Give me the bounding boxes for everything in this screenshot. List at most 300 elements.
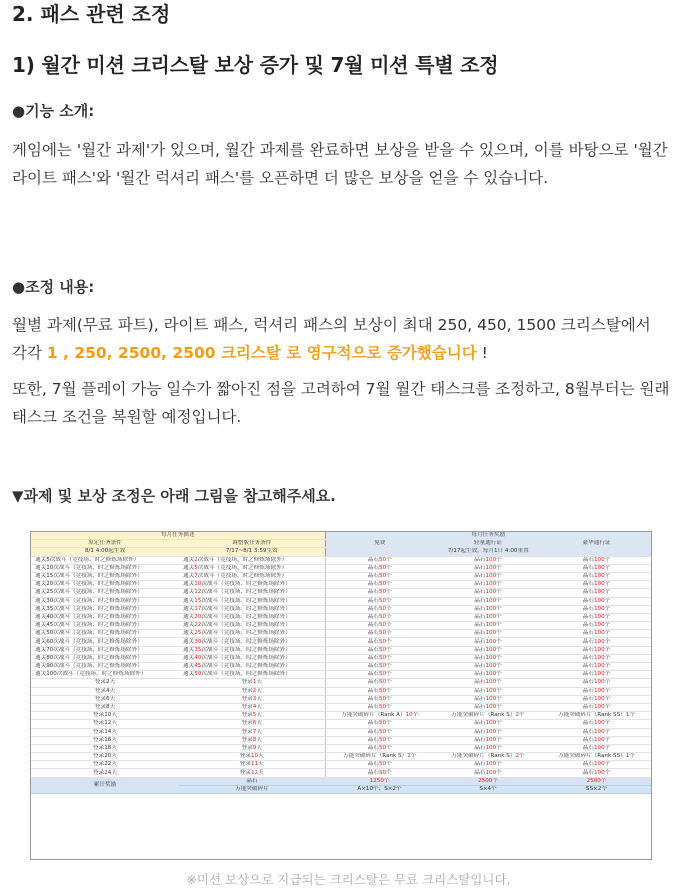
luxury-unit: 个 (604, 761, 611, 768)
cell-light (434, 671, 542, 679)
light-item: 晶石 (474, 622, 486, 629)
cell-free (325, 597, 434, 605)
luxury-item: 万能突破碎片（Rank SS） (558, 753, 626, 760)
adjusted-number: 5 (252, 712, 257, 719)
light-item: 晶石 (474, 573, 486, 580)
cell-luxury (542, 753, 651, 761)
table-row (31, 564, 651, 572)
cell-adjusted (179, 597, 325, 605)
luxury-unit: 个 (604, 622, 611, 629)
table-row (31, 572, 651, 580)
free-amount: 50 (379, 744, 387, 751)
luxury-item: 晶石 (582, 605, 594, 612)
adjusted-suffix: 次战斗（竞技场、时之修炼场除外） (197, 556, 288, 563)
free-amount: 10 (405, 712, 413, 719)
cell-light (434, 597, 542, 605)
cell-luxury (542, 556, 651, 564)
free-item: 晶石 (367, 769, 379, 776)
luxury-unit: 个 (604, 687, 611, 694)
table-row (31, 630, 651, 638)
cell-adjusted (179, 679, 325, 687)
light-amount: 100 (485, 671, 497, 678)
luxury-item: 晶石 (582, 589, 594, 596)
luxury-unit: 个 (604, 638, 611, 645)
free-amount: 50 (379, 630, 387, 637)
luxury-amount: 100 (593, 556, 605, 563)
luxury-amount: 100 (593, 573, 605, 580)
free-amount: 50 (379, 728, 387, 735)
luxury-item: 晶石 (582, 728, 594, 735)
adjusted-number: 17 (194, 605, 202, 612)
cell-light (434, 646, 542, 654)
total-free-crystal: 1250个 (325, 777, 434, 785)
free-amount: 50 (379, 613, 387, 620)
light-unit: 个 (496, 646, 502, 653)
light-unit: 个 (496, 663, 502, 670)
light-unit: 个 (496, 564, 502, 571)
cell-original: 通关70次战斗（竞技场、时之修炼场除外） (31, 646, 179, 654)
luxury-unit: 个 (604, 581, 611, 588)
adjusted-number: 12 (250, 769, 259, 776)
luxury-amount: 100 (593, 704, 605, 711)
free-unit: 个 (386, 573, 392, 580)
light-amount: 100 (485, 646, 497, 653)
col-luxury: 豪华通行证 (542, 540, 651, 548)
cell-adjusted (179, 654, 325, 662)
table-row (31, 703, 651, 711)
luxury-item: 晶石 (582, 613, 594, 620)
free-unit: 个 (386, 605, 392, 612)
adjusted-number: 15 (194, 597, 202, 604)
adjusted-number: 5 (194, 564, 198, 571)
luxury-unit: 个 (604, 613, 611, 620)
cell-light (434, 753, 542, 761)
light-amount: 2 (515, 753, 520, 760)
table-row (31, 638, 651, 646)
cell-adjusted (179, 663, 325, 671)
reward-table (31, 532, 651, 794)
luxury-unit: 个 (629, 712, 635, 719)
light-item: 晶石 (474, 679, 486, 686)
adjusted-suffix: 次战斗（竞技场、时之修炼场除外） (201, 630, 291, 637)
cell-luxury (542, 572, 651, 580)
free-unit: 个 (386, 728, 392, 735)
luxury-item: 晶石 (582, 704, 594, 711)
cell-adjusted (179, 556, 325, 564)
free-amount: 50 (379, 695, 387, 702)
free-unit: 个 (412, 712, 419, 719)
free-unit: 个 (386, 564, 392, 571)
free-item: 晶石 (367, 589, 379, 596)
cell-free (325, 630, 434, 638)
table-row (31, 753, 651, 761)
luxury-item: 晶石 (582, 744, 594, 751)
free-unit: 个 (386, 589, 392, 596)
luxury-unit: 个 (604, 597, 611, 604)
luxury-amount: 100 (593, 687, 605, 694)
cell-luxury (542, 581, 651, 589)
cell-light (434, 761, 542, 769)
cell-original: 通关5次战斗（竞技场、时之修炼场除外） (31, 556, 179, 564)
cell-original: 登录6天 (31, 695, 179, 703)
adjusted-number: 8 (252, 736, 257, 743)
luxury-item: 晶石 (582, 581, 594, 588)
light-unit: 个 (496, 597, 502, 604)
cell-free (325, 720, 434, 728)
free-unit: 个 (386, 671, 392, 678)
adjusted-suffix: 天 (256, 712, 262, 719)
luxury-amount: 100 (593, 605, 605, 612)
cell-free (325, 622, 434, 630)
cell-original: 通关80次战斗（竞技场、时之修炼场除外） (31, 654, 179, 662)
cell-original: 通关30次战斗（竞技场、时之修炼场除外） (31, 597, 179, 605)
luxury-item: 晶石 (582, 679, 594, 686)
cell-light (434, 744, 542, 752)
light-amount: 100 (485, 630, 497, 637)
total-luxury-shard: SS×2个 (542, 785, 651, 793)
cell-luxury (542, 622, 651, 630)
adjusted-number: 50 (194, 671, 202, 678)
light-unit: 个 (496, 630, 502, 637)
table-row (31, 589, 651, 597)
cell-free (325, 564, 434, 572)
cell-luxury (542, 679, 651, 687)
adjusted-prefix: 通关 (183, 613, 195, 620)
adjusted-prefix: 登录 (241, 704, 253, 711)
table-row (31, 671, 651, 679)
free-item: 晶石 (367, 654, 379, 661)
luxury-unit: 个 (604, 744, 611, 751)
cell-adjusted (179, 630, 325, 638)
free-amount: 50 (379, 646, 387, 653)
sub-heading: 1) 월간 미션 크리스탈 보상 증가 및 7월 미션 특별 조정 (12, 53, 499, 77)
luxury-item: 晶石 (582, 556, 594, 563)
free-item: 晶石 (367, 605, 379, 612)
light-amount: 100 (485, 720, 497, 727)
light-unit: 个 (496, 720, 502, 727)
cell-adjusted (179, 613, 325, 621)
adjusted-prefix: 通关 (183, 630, 195, 637)
light-item: 晶石 (474, 589, 486, 596)
total-light-shard: S×4个 (434, 785, 542, 793)
light-item: 晶石 (474, 671, 486, 678)
cell-luxury (542, 605, 651, 613)
luxury-amount: 100 (593, 695, 605, 702)
adjusted-suffix: 天 (258, 761, 264, 768)
adjusted-number: 22 (194, 622, 202, 629)
luxury-amount: 100 (593, 613, 605, 620)
free-item: 晶石 (367, 720, 379, 727)
luxury-item: 晶石 (582, 646, 594, 653)
cell-luxury (542, 728, 651, 736)
cell-original: 登录10天 (31, 712, 179, 720)
adjusted-number: 7 (252, 728, 257, 735)
free-amount: 50 (379, 736, 387, 743)
light-amount: 2 (515, 712, 520, 719)
table-row (31, 736, 651, 744)
light-item: 晶石 (474, 687, 486, 694)
luxury-unit: 个 (604, 646, 611, 653)
total-shard-label: 万能突破碎片 (179, 785, 325, 793)
cell-luxury (542, 564, 651, 572)
adjusted-number: 11 (250, 761, 259, 768)
adjusted-number: 6 (252, 720, 257, 727)
cell-luxury (542, 654, 651, 662)
luxury-amount: 100 (593, 564, 605, 571)
free-unit: 个 (386, 613, 392, 620)
cell-original: 登录14天 (31, 728, 179, 736)
table-note: ▼과제 및 보상 조정은 아래 그림을 참고해주세요. (12, 487, 336, 505)
total-crystal-label: 晶石 (179, 777, 325, 785)
cell-light (434, 622, 542, 630)
free-unit: 个 (386, 622, 392, 629)
adjusted-prefix: 登录 (239, 769, 251, 776)
free-item: 晶石 (367, 736, 379, 743)
total-free-shard: A×10个、S×2个 (325, 785, 434, 793)
feature-text: 게임에는 '월간 과제'가 있으며, 월간 과제를 완료하면 보상을 받을 수 있으며, 이를 바탕으로 '월간 라이트 패스'와 '월간 럭셔리 패스'를 오픈하면 더 많은 보상을 얻을 수 있습니다. (12, 141, 668, 187)
table-row (31, 769, 651, 777)
free-unit: 个 (386, 646, 392, 653)
adjusted-suffix: 次战斗（竞技场、时之修炼场除外） (201, 597, 291, 604)
adjusted-prefix: 通关 (183, 564, 195, 571)
cell-free (325, 744, 434, 752)
adjusted-prefix: 通关 (183, 573, 195, 580)
cell-luxury (542, 703, 651, 711)
free-amount: 50 (379, 589, 387, 596)
light-item: 晶石 (474, 597, 486, 604)
luxury-amount: 100 (593, 736, 605, 743)
light-item: 晶石 (474, 581, 486, 588)
free-amount: 50 (379, 679, 387, 686)
luxury-unit: 个 (604, 589, 611, 596)
luxury-unit: 个 (604, 564, 611, 571)
free-item: 晶石 (367, 630, 379, 637)
adjusted-number: 4 (252, 704, 257, 711)
cell-free (325, 605, 434, 613)
cell-free (325, 736, 434, 744)
light-unit: 个 (496, 769, 502, 776)
table-row (31, 556, 651, 564)
adjusted-prefix: 通关 (183, 671, 195, 678)
adjusted-suffix: 次战斗（竞技场、时之修炼场除外） (201, 671, 291, 678)
adjusted-number: 9 (252, 744, 257, 751)
light-unit: 个 (496, 728, 502, 735)
light-amount: 100 (485, 744, 497, 751)
adjusted-suffix: 次战斗（竞技场、时之修炼场除外） (201, 581, 291, 588)
light-item: 晶石 (474, 556, 486, 563)
adjusted-prefix: 通关 (183, 597, 195, 604)
cell-adjusted (179, 581, 325, 589)
cell-light (434, 556, 542, 564)
total-label: 累计奖励 (31, 777, 179, 793)
free-amount: 50 (379, 597, 387, 604)
cell-original: 登录12天 (31, 720, 179, 728)
cell-free (325, 671, 434, 679)
light-unit: 个 (496, 556, 502, 563)
light-amount: 100 (485, 589, 497, 596)
adjusted-number: 7 (194, 573, 198, 580)
cell-adjusted (179, 703, 325, 711)
luxury-unit: 个 (604, 671, 611, 678)
light-unit: 个 (496, 581, 502, 588)
free-item: 晶石 (367, 663, 379, 670)
luxury-amount: 100 (593, 622, 605, 629)
luxury-amount: 100 (593, 744, 605, 751)
section-heading: 2. 패스 관련 조정 (12, 2, 171, 26)
cell-luxury (542, 761, 651, 769)
free-item: 万能突破碎片（Rank S） (343, 753, 408, 760)
free-item: 晶石 (367, 679, 379, 686)
cell-luxury (542, 638, 651, 646)
cell-luxury (542, 736, 651, 744)
cell-luxury (542, 744, 651, 752)
cell-original: 登录8天 (31, 703, 179, 711)
cell-original: 通关45次战斗（竞技场、时之修炼场除外） (31, 622, 179, 630)
reward-table-image (30, 531, 652, 860)
luxury-unit: 个 (629, 753, 635, 760)
free-item: 晶石 (367, 728, 379, 735)
luxury-unit: 个 (604, 720, 611, 727)
free-item: 晶石 (367, 638, 379, 645)
date-adjusted: 7/17~8/1 3:59生效 (179, 548, 325, 556)
luxury-item: 晶石 (582, 597, 594, 604)
adjusted-suffix: 天 (256, 687, 262, 694)
adjusted-number: 35 (194, 646, 202, 653)
adjusted-suffix: 次战斗（竞技场、时之修炼场除外） (201, 654, 291, 661)
cell-light (434, 564, 542, 572)
adjusted-prefix: 登录 (241, 728, 253, 735)
adjusted-number: 30 (194, 638, 202, 645)
luxury-item: 晶石 (582, 769, 594, 776)
luxury-amount: 100 (593, 663, 605, 670)
luxury-item: 晶石 (582, 622, 594, 629)
table-row (31, 605, 651, 613)
total-light-crystal: 2500个 (434, 777, 542, 785)
cell-original: 通关35次战斗（竞技场、时之修炼场除外） (31, 605, 179, 613)
light-unit: 个 (496, 687, 502, 694)
cell-light (434, 572, 542, 580)
light-amount: 100 (485, 736, 497, 743)
adjusted-number: 2 (194, 556, 198, 563)
luxury-unit: 个 (604, 679, 611, 686)
free-unit: 个 (386, 679, 392, 686)
table-row (31, 720, 651, 728)
table-row (31, 744, 651, 752)
free-item: 晶石 (367, 556, 379, 563)
adjusted-prefix: 登录 (241, 736, 253, 743)
adjusted-suffix: 天 (256, 736, 262, 743)
table-row (31, 687, 651, 695)
adjusted-suffix: 天 (258, 769, 264, 776)
free-item: 晶石 (367, 622, 379, 629)
light-amount: 100 (485, 654, 497, 661)
cell-light (434, 581, 542, 589)
adjust-text-end: ! (476, 344, 488, 362)
cell-light (434, 736, 542, 744)
light-item: 晶石 (474, 564, 486, 571)
cell-free (325, 703, 434, 711)
free-unit: 个 (386, 654, 392, 661)
light-amount: 100 (485, 605, 497, 612)
cell-adjusted (179, 720, 325, 728)
cell-adjusted (179, 605, 325, 613)
free-unit: 个 (386, 704, 392, 711)
free-item: 晶石 (367, 581, 379, 588)
adjusted-suffix: 次战斗（竞技场、时之修炼场除外） (201, 622, 291, 629)
luxury-unit: 个 (604, 630, 611, 637)
table-row (31, 679, 651, 687)
cell-light (434, 769, 542, 777)
cell-light (434, 695, 542, 703)
luxury-item: 晶石 (582, 736, 594, 743)
free-unit: 个 (386, 744, 392, 751)
luxury-unit: 个 (604, 556, 611, 563)
light-unit: 个 (519, 712, 525, 719)
luxury-amount: 100 (593, 589, 605, 596)
adjusted-suffix: 次战斗（竞技场、时之修炼场除外） (201, 638, 291, 645)
cell-free (325, 761, 434, 769)
cell-adjusted (179, 687, 325, 695)
cell-luxury (542, 630, 651, 638)
table-row (31, 581, 651, 589)
light-unit: 个 (496, 704, 502, 711)
light-item: 晶石 (474, 613, 486, 620)
adjusted-prefix: 登录 (239, 761, 251, 768)
cell-free (325, 728, 434, 736)
luxury-item: 晶石 (582, 687, 594, 694)
cell-light (434, 630, 542, 638)
free-amount: 50 (379, 573, 387, 580)
free-amount: 50 (379, 663, 387, 670)
cell-adjusted (179, 744, 325, 752)
light-unit: 个 (496, 589, 502, 596)
table-row (31, 663, 651, 671)
adjusted-prefix: 通关 (183, 654, 195, 661)
free-amount: 50 (379, 622, 387, 629)
cell-adjusted (179, 572, 325, 580)
cell-free (325, 712, 434, 720)
light-item: 万能突破碎片（Rank S） (451, 712, 516, 719)
caption: ※미션 보상으로 지급되는 크리스탈은 무료 크리스탈입니다. (186, 872, 511, 887)
cell-free (325, 663, 434, 671)
light-amount: 100 (485, 573, 497, 580)
light-item: 晶石 (474, 630, 486, 637)
luxury-unit: 个 (604, 728, 611, 735)
luxury-amount: 1 (625, 753, 630, 760)
free-amount: 50 (379, 720, 387, 727)
table-row (31, 654, 651, 662)
adjusted-prefix: 登录 (241, 712, 253, 719)
luxury-amount: 100 (593, 646, 605, 653)
light-unit: 个 (496, 679, 502, 686)
light-item: 晶石 (474, 769, 486, 776)
luxury-amount: 100 (593, 769, 605, 776)
light-item: 晶石 (474, 646, 486, 653)
luxury-item: 晶石 (582, 695, 594, 702)
adjusted-prefix: 登录 (241, 695, 253, 702)
cell-luxury (542, 671, 651, 679)
light-unit: 个 (496, 613, 502, 620)
luxury-unit: 个 (604, 605, 611, 612)
luxury-amount: 100 (593, 761, 605, 768)
free-amount: 50 (379, 654, 387, 661)
free-unit: 个 (386, 556, 392, 563)
cell-light (434, 638, 542, 646)
table-row (31, 728, 651, 736)
table-row (31, 761, 651, 769)
light-unit: 个 (496, 605, 502, 612)
free-item: 万能突破碎片（Rank A） (341, 712, 406, 719)
